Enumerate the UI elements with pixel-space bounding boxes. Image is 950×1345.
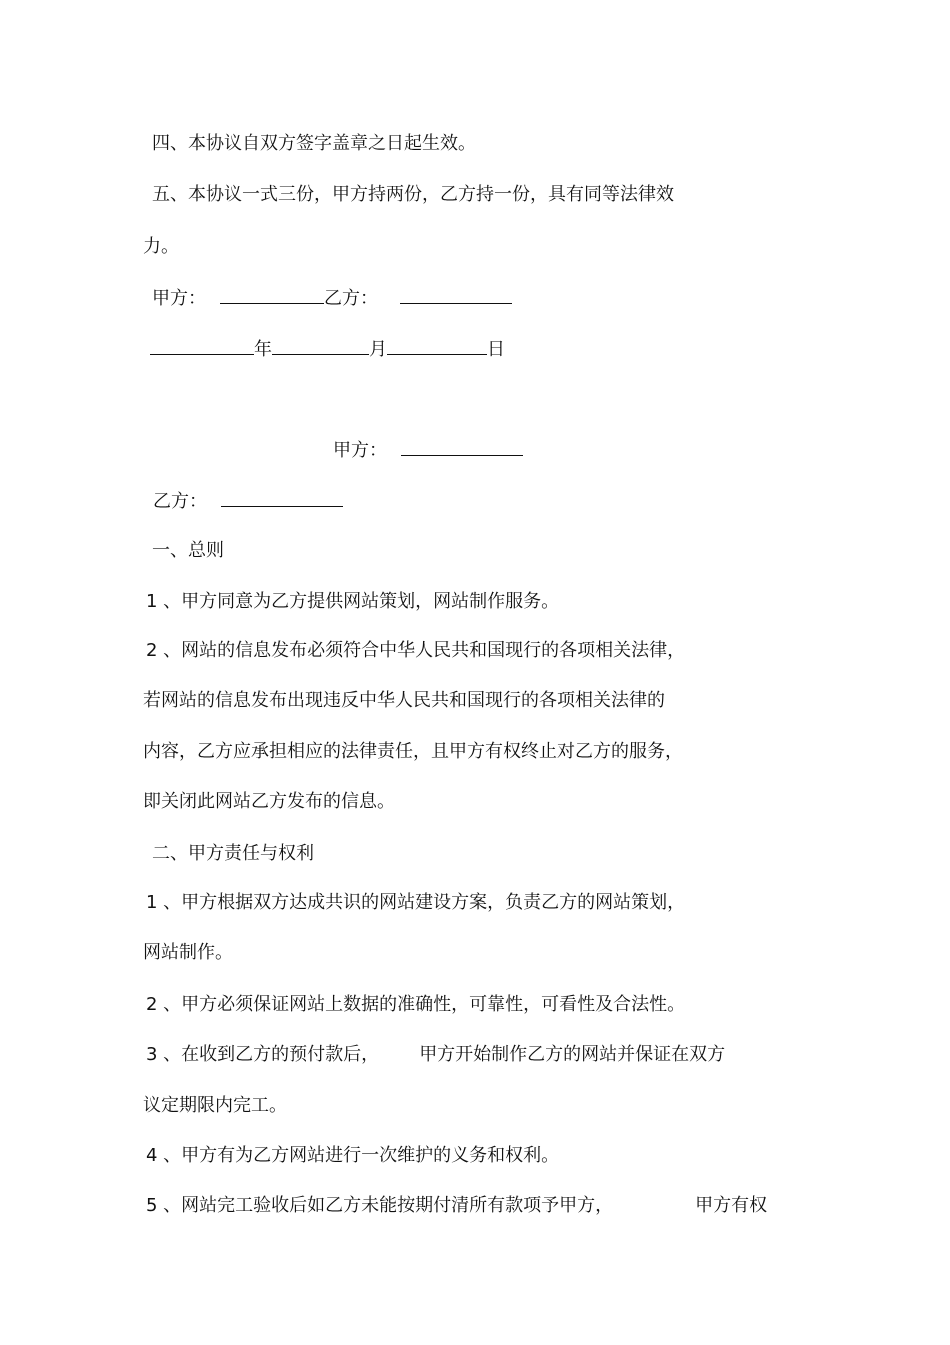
section-1-item-2-line-2: 若网站的信息发布出现违反中华人民共和国现行的各项相关法律的: [143, 690, 665, 711]
section-2-item-2: 2 、甲方必须保证网站上数据的准确性，可靠性，可看性及合法性。: [146, 994, 686, 1015]
clause-four: 四、本协议自双方签字盖章之日起生效。: [152, 133, 476, 154]
section-2-item-3-line-2: 议定期限内完工。: [143, 1095, 287, 1116]
clause-five-line-1: 五、本协议一式三份，甲方持两份，乙方持一份，具有同等法律效: [152, 184, 674, 205]
section-2-item-5-line-1: [146, 1194, 767, 1218]
month-label: 月: [369, 339, 387, 360]
year-label: 年: [254, 339, 272, 360]
section-2-item-5-part-1: 5 、网站完工验收后如乙方未能按期付清所有款项予甲方，: [146, 1195, 614, 1216]
section-1-heading: 一、总则: [152, 540, 224, 561]
month-blank: [272, 336, 369, 355]
section-1-item-2-line-3: 内容，乙方应承担相应的法律责任，且甲方有权终止对乙方的服务，: [143, 741, 683, 762]
party-b-row-2: [153, 488, 343, 512]
section-2-item-3-line-1: [146, 1043, 725, 1067]
day-blank: [387, 336, 487, 355]
section-2-item-3-part-1: 3 、在收到乙方的预付款后，: [146, 1044, 380, 1065]
section-1-item-2-line-4: 即关闭此网站乙方发布的信息。: [143, 791, 395, 812]
party-a-label-2: 甲方：: [333, 440, 387, 461]
section-1-item-2-line-1: 2 、网站的信息发布必须符合中华人民共和国现行的各项相关法律，: [146, 640, 686, 661]
party-b-label: 乙方：: [324, 288, 378, 309]
section-2-item-4: 4 、甲方有为乙方网站进行一次维护的义务和权利。: [146, 1145, 560, 1166]
party-b-signature-blank-2: [221, 488, 343, 507]
section-1-item-1: 1 、甲方同意为乙方提供网站策划，网站制作服务。: [146, 591, 560, 612]
day-label: 日: [487, 339, 505, 360]
section-2-item-5-part-2: 甲方有权: [695, 1195, 768, 1216]
section-2-heading: 二、甲方责任与权利: [152, 843, 314, 864]
section-2-item-1-line-2: 网站制作。: [143, 942, 233, 963]
signature-date-row: [150, 336, 505, 360]
party-a-signature-blank-2: [401, 437, 523, 456]
party-a-signature-blank: [220, 285, 324, 304]
party-b-label-2: 乙方：: [153, 491, 207, 512]
year-blank: [150, 336, 254, 355]
section-2-item-3-part-2: 甲方开始制作乙方的网站并保证在双方: [419, 1044, 726, 1065]
party-a-label: 甲方：: [152, 288, 206, 309]
section-2-item-1-line-1: 1 、甲方根据双方达成共识的网站建设方案，负责乙方的网站策划，: [146, 892, 686, 913]
signature-parties-row: [152, 285, 512, 309]
clause-five-line-2: 力。: [143, 236, 179, 257]
party-b-signature-blank: [400, 285, 512, 304]
party-a-row-2: [333, 437, 523, 461]
